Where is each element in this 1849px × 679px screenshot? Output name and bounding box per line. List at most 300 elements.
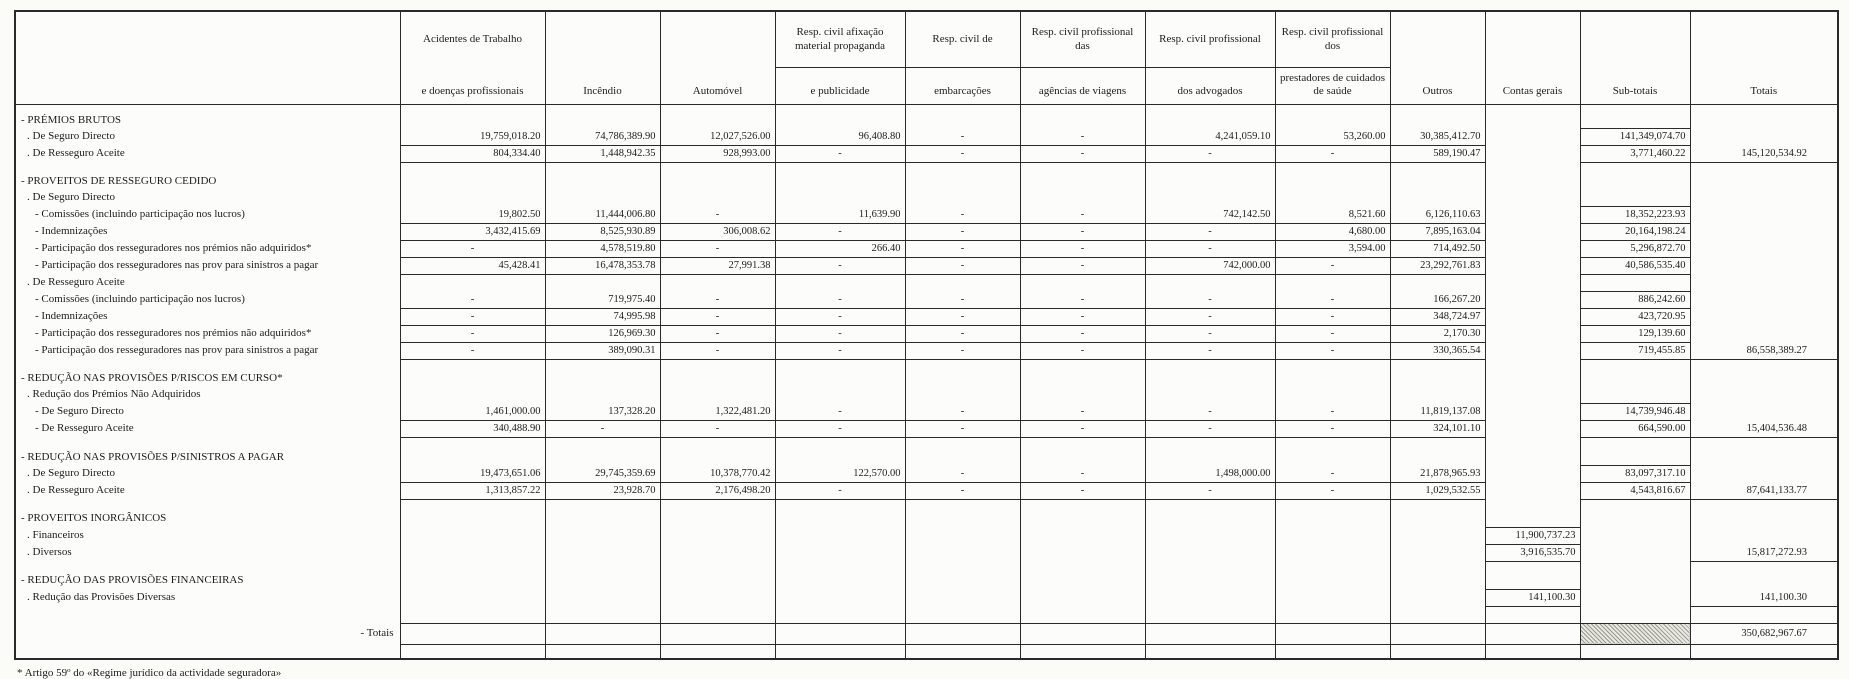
column-header — [905, 11, 1020, 105]
amount-cell — [660, 387, 775, 404]
amount-cell — [1690, 292, 1838, 309]
amount-cell: 1,029,532.55 — [1390, 483, 1485, 500]
section-label: - REDUÇÃO NAS PROVISÕES P/SINISTROS A PAGAR — [15, 438, 400, 466]
amount-cell — [660, 561, 775, 589]
amount-cell — [1690, 438, 1838, 466]
row-label: . De Seguro Directo — [15, 190, 400, 207]
row-label: . Financeiros — [15, 527, 400, 544]
amount-cell — [1145, 623, 1275, 644]
amount-cell — [1145, 606, 1275, 623]
amount-cell — [905, 623, 1020, 644]
amount-cell: 45,428.41 — [400, 258, 545, 275]
amount-cell: 126,969.30 — [545, 326, 660, 343]
amount-cell: - — [1275, 258, 1390, 275]
amount-cell — [1020, 360, 1145, 388]
amount-cell — [1145, 644, 1275, 659]
amount-cell — [545, 105, 660, 129]
amount-cell: 19,802.50 — [400, 207, 545, 224]
amount-cell: - — [905, 343, 1020, 360]
section-label: - PROVEITOS DE RESSEGURO CEDIDO — [15, 163, 400, 191]
amount-cell — [545, 500, 660, 528]
column-header — [1390, 11, 1485, 105]
amount-cell — [660, 606, 775, 623]
column-header — [775, 11, 905, 105]
amount-cell — [1690, 309, 1838, 326]
amount-cell — [905, 527, 1020, 544]
table-row — [15, 275, 1838, 292]
amount-cell — [1580, 438, 1690, 466]
amount-cell — [1580, 387, 1690, 404]
amount-cell — [1145, 438, 1275, 466]
amount-cell — [1145, 544, 1275, 561]
amount-cell: - — [1145, 421, 1275, 438]
hatched-cell — [1580, 623, 1690, 644]
row-label: - Comissões (incluindo participação nos lucros) — [15, 207, 400, 224]
amount-cell — [1580, 275, 1690, 292]
amount-cell — [1690, 258, 1838, 275]
amount-cell — [1485, 163, 1580, 191]
amount-cell: 21,878,965.93 — [1390, 466, 1485, 483]
column-header-label: Contas gerais — [1502, 85, 1563, 98]
amount-cell — [660, 190, 775, 207]
amount-cell — [905, 105, 1020, 129]
table-row — [15, 258, 1838, 275]
amount-cell — [775, 190, 905, 207]
amount-cell: - — [1020, 258, 1145, 275]
amount-cell: - — [1145, 483, 1275, 500]
amount-cell: - — [1020, 421, 1145, 438]
table-row — [15, 466, 1838, 483]
row-label: - Participação dos resseguradores nas prov para sinistros a pagar — [15, 258, 400, 275]
amount-cell: - — [905, 483, 1020, 500]
amount-cell: - — [775, 146, 905, 163]
amount-cell — [660, 644, 775, 659]
amount-cell — [1145, 500, 1275, 528]
column-header-label: e doenças profissionais — [421, 85, 524, 98]
amount-cell — [545, 544, 660, 561]
amount-cell: - — [1020, 343, 1145, 360]
amount-cell — [545, 561, 660, 589]
amount-cell: - — [905, 292, 1020, 309]
amount-cell: 29,745,359.69 — [545, 466, 660, 483]
row-label: . De Resseguro Aceite — [15, 146, 400, 163]
amount-cell — [775, 438, 905, 466]
row-label: . De Seguro Directo — [15, 466, 400, 483]
column-header-label: Totais — [1750, 85, 1778, 98]
amount-cell — [1390, 623, 1485, 644]
amount-cell — [1020, 190, 1145, 207]
amount-cell: 886,242.60 — [1580, 292, 1690, 309]
amount-cell — [400, 190, 545, 207]
amount-cell — [905, 387, 1020, 404]
amount-cell — [1390, 606, 1485, 623]
amount-cell — [1485, 241, 1580, 258]
section-label: - REDUÇÃO DAS PROVISÕES FINANCEIRAS — [15, 561, 400, 589]
amount-cell — [905, 275, 1020, 292]
amount-cell: 11,639.90 — [775, 207, 905, 224]
amount-cell: 306,008.62 — [660, 224, 775, 241]
amount-cell — [545, 275, 660, 292]
row-label — [15, 644, 400, 659]
column-header — [545, 11, 660, 105]
amount-cell — [775, 527, 905, 544]
amount-cell — [1275, 623, 1390, 644]
amount-cell — [775, 644, 905, 659]
column-header-top: Resp. civil de — [906, 12, 1020, 68]
amount-cell — [1485, 466, 1580, 483]
amount-cell — [905, 606, 1020, 623]
amount-cell: 11,900,737.23 — [1485, 527, 1580, 544]
column-header — [400, 11, 545, 105]
amount-cell — [660, 275, 775, 292]
amount-cell — [1580, 163, 1690, 191]
amount-cell — [1390, 527, 1485, 544]
amount-cell — [1275, 644, 1390, 659]
amount-cell — [905, 500, 1020, 528]
amount-cell — [775, 275, 905, 292]
amount-cell — [660, 163, 775, 191]
amount-cell — [545, 360, 660, 388]
amount-cell: - — [905, 207, 1020, 224]
amount-cell — [1690, 241, 1838, 258]
amount-cell: - — [1020, 224, 1145, 241]
amount-cell: - — [775, 404, 905, 421]
amount-cell: - — [1275, 466, 1390, 483]
amount-cell: 137,328.20 — [545, 404, 660, 421]
amount-cell — [1020, 438, 1145, 466]
amount-cell — [1275, 544, 1390, 561]
amount-cell — [545, 644, 660, 659]
table-row — [15, 438, 1838, 466]
table-row — [15, 500, 1838, 528]
amount-cell — [400, 589, 545, 606]
amount-cell — [1690, 163, 1838, 191]
row-label: . Redução dos Prémios Não Adquiridos — [15, 387, 400, 404]
amount-cell — [1020, 561, 1145, 589]
amount-cell: 19,759,018.20 — [400, 129, 545, 146]
amount-cell: 86,558,389.27 — [1690, 343, 1838, 360]
amount-cell — [1485, 606, 1580, 623]
amount-cell — [400, 500, 545, 528]
row-label: . De Resseguro Aceite — [15, 275, 400, 292]
amount-cell — [1390, 561, 1485, 589]
amount-cell — [400, 438, 545, 466]
amount-cell: - — [1275, 343, 1390, 360]
amount-cell — [1690, 105, 1838, 129]
amount-cell: 2,176,498.20 — [660, 483, 775, 500]
amount-cell — [1580, 500, 1690, 528]
amount-cell — [1690, 360, 1838, 388]
amount-cell: 53,260.00 — [1275, 129, 1390, 146]
amount-cell: - — [775, 421, 905, 438]
amount-cell: - — [660, 292, 775, 309]
amount-cell: 16,478,353.78 — [545, 258, 660, 275]
amount-cell — [400, 644, 545, 659]
row-label: . Diversos — [15, 544, 400, 561]
column-header-top: Resp. civil profissional das — [1021, 12, 1145, 68]
amount-cell — [1275, 275, 1390, 292]
amount-cell — [1020, 500, 1145, 528]
amount-cell: 928,993.00 — [660, 146, 775, 163]
amount-cell — [1690, 466, 1838, 483]
amount-cell — [1690, 404, 1838, 421]
amount-cell — [775, 500, 905, 528]
amount-cell: 15,404,536.48 — [1690, 421, 1838, 438]
column-header-top — [1581, 12, 1690, 68]
amount-cell — [1580, 544, 1690, 561]
amount-cell — [660, 589, 775, 606]
row-label: - De Seguro Directo — [15, 404, 400, 421]
amount-cell — [660, 360, 775, 388]
row-label: - Participação dos resseguradores nos prémios não adquiridos* — [15, 326, 400, 343]
amount-cell: 324,101.10 — [1390, 421, 1485, 438]
row-label: - Indemnizações — [15, 309, 400, 326]
amount-cell — [1020, 527, 1145, 544]
amount-cell — [1690, 326, 1838, 343]
financial-table — [14, 10, 1839, 660]
amount-cell — [1145, 387, 1275, 404]
table-row — [15, 292, 1838, 309]
amount-cell: 20,164,198.24 — [1580, 224, 1690, 241]
amount-cell — [1020, 163, 1145, 191]
amount-cell: - — [905, 129, 1020, 146]
amount-cell — [660, 105, 775, 129]
amount-cell: - — [660, 343, 775, 360]
column-header-top: Resp. civil profissional dos — [1276, 12, 1390, 68]
amount-cell — [545, 606, 660, 623]
amount-cell: 3,916,535.70 — [1485, 544, 1580, 561]
amount-cell: - — [905, 404, 1020, 421]
amount-cell: - — [400, 326, 545, 343]
column-header-label: agências de viagens — [1038, 85, 1127, 98]
amount-cell — [905, 438, 1020, 466]
amount-cell — [400, 606, 545, 623]
amount-cell: 1,448,942.35 — [545, 146, 660, 163]
amount-cell: 4,680.00 — [1275, 224, 1390, 241]
column-header — [1020, 11, 1145, 105]
amount-cell: 30,385,412.70 — [1390, 129, 1485, 146]
row-label: - De Resseguro Aceite — [15, 421, 400, 438]
table-row — [15, 421, 1838, 438]
amount-cell: - — [660, 207, 775, 224]
amount-cell — [775, 544, 905, 561]
table-row — [15, 105, 1838, 129]
amount-cell: 18,352,223.93 — [1580, 207, 1690, 224]
table-row — [15, 309, 1838, 326]
amount-cell — [1690, 500, 1838, 528]
column-header-label: e publicidade — [810, 85, 870, 98]
amount-cell — [1485, 146, 1580, 163]
amount-cell — [545, 190, 660, 207]
amount-cell — [775, 561, 905, 589]
amount-cell: 15,817,272.93 — [1690, 544, 1838, 561]
row-label: - Indemnizações — [15, 224, 400, 241]
amount-cell — [1020, 606, 1145, 623]
table-row — [15, 343, 1838, 360]
table-row — [15, 326, 1838, 343]
amount-cell: 589,190.47 — [1390, 146, 1485, 163]
amount-cell — [1275, 105, 1390, 129]
column-header-top — [546, 12, 660, 68]
amount-cell — [1485, 207, 1580, 224]
amount-cell — [905, 163, 1020, 191]
amount-cell: - — [905, 224, 1020, 241]
amount-cell: 1,461,000.00 — [400, 404, 545, 421]
amount-cell: - — [1020, 404, 1145, 421]
column-header-label: Sub-totais — [1612, 85, 1658, 98]
table-row — [15, 404, 1838, 421]
amount-cell: 166,267.20 — [1390, 292, 1485, 309]
amount-cell — [400, 527, 545, 544]
amount-cell — [1275, 190, 1390, 207]
column-header-label: prestadores de cuidados de saúde — [1279, 71, 1386, 98]
amount-cell: - — [905, 309, 1020, 326]
amount-cell: 83,097,317.10 — [1580, 466, 1690, 483]
amount-cell — [1580, 105, 1690, 129]
amount-cell — [1390, 438, 1485, 466]
amount-cell: - — [1275, 404, 1390, 421]
amount-cell: 8,525,930.89 — [545, 224, 660, 241]
amount-cell: - — [1145, 224, 1275, 241]
amount-cell — [545, 438, 660, 466]
column-header-label: embarcações — [934, 85, 991, 98]
column-header-label: dos advogados — [1177, 85, 1243, 98]
amount-cell: - — [775, 483, 905, 500]
amount-cell: - — [1020, 309, 1145, 326]
amount-cell — [1580, 561, 1690, 589]
amount-cell — [1145, 275, 1275, 292]
section-label: - PROVEITOS INORGÂNICOS — [15, 500, 400, 528]
column-header-top — [661, 12, 775, 68]
amount-cell — [660, 500, 775, 528]
amount-cell — [1020, 387, 1145, 404]
amount-cell — [1690, 224, 1838, 241]
table-row — [15, 207, 1838, 224]
amount-cell — [1145, 589, 1275, 606]
amount-cell — [1485, 500, 1580, 528]
amount-cell — [1390, 644, 1485, 659]
column-header — [1485, 11, 1580, 105]
amount-cell — [1580, 190, 1690, 207]
amount-cell — [400, 623, 545, 644]
amount-cell — [660, 544, 775, 561]
amount-cell: 10,378,770.42 — [660, 466, 775, 483]
amount-cell — [1020, 544, 1145, 561]
row-label: - Participação dos resseguradores nas prov para sinistros a pagar — [15, 343, 400, 360]
column-header-label: Incêndio — [583, 85, 622, 98]
amount-cell: 7,895,163.04 — [1390, 224, 1485, 241]
row-label: . De Resseguro Aceite — [15, 483, 400, 500]
amount-cell: - — [905, 146, 1020, 163]
column-header — [1145, 11, 1275, 105]
amount-cell — [1485, 421, 1580, 438]
amount-cell: - — [775, 343, 905, 360]
amount-cell: - — [1020, 146, 1145, 163]
amount-cell — [1485, 258, 1580, 275]
amount-cell — [1390, 544, 1485, 561]
amount-cell: - — [775, 258, 905, 275]
amount-cell: 714,492.50 — [1390, 241, 1485, 258]
amount-cell — [1485, 404, 1580, 421]
amount-cell — [905, 190, 1020, 207]
amount-cell — [1690, 606, 1838, 623]
totals-label: - Totais — [15, 623, 400, 644]
amount-cell — [1275, 606, 1390, 623]
amount-cell — [1690, 561, 1838, 589]
amount-cell — [400, 387, 545, 404]
amount-cell — [545, 387, 660, 404]
amount-cell: 4,578,519.80 — [545, 241, 660, 258]
amount-cell: 348,724.97 — [1390, 309, 1485, 326]
amount-cell: - — [1020, 292, 1145, 309]
amount-cell — [1390, 163, 1485, 191]
footnote: * Artigo 59º do «Regime jurídico da actividade seguradora» — [17, 666, 282, 679]
amount-cell: - — [1275, 146, 1390, 163]
table-header — [15, 11, 1838, 105]
amount-cell — [545, 589, 660, 606]
amount-cell — [1580, 589, 1690, 606]
amount-cell: 6,126,110.63 — [1390, 207, 1485, 224]
amount-cell: 742,000.00 — [1145, 258, 1275, 275]
amount-cell — [1390, 589, 1485, 606]
amount-cell: 122,570.00 — [775, 466, 905, 483]
amount-cell: 389,090.31 — [545, 343, 660, 360]
table-row — [15, 387, 1838, 404]
amount-cell: 4,543,816.67 — [1580, 483, 1690, 500]
amount-cell — [400, 360, 545, 388]
amount-cell: 3,594.00 — [1275, 241, 1390, 258]
amount-cell — [1485, 360, 1580, 388]
amount-cell — [905, 544, 1020, 561]
amount-cell — [1485, 105, 1580, 129]
amount-cell — [775, 163, 905, 191]
amount-cell: - — [1275, 292, 1390, 309]
amount-cell: 8,521.60 — [1275, 207, 1390, 224]
amount-cell: - — [400, 241, 545, 258]
amount-cell: - — [1020, 326, 1145, 343]
amount-cell: - — [905, 466, 1020, 483]
amount-cell — [905, 589, 1020, 606]
amount-cell: - — [1275, 483, 1390, 500]
amount-cell — [400, 561, 545, 589]
amount-cell — [660, 527, 775, 544]
amount-cell: 96,408.80 — [775, 129, 905, 146]
amount-cell: - — [660, 326, 775, 343]
amount-cell — [1485, 438, 1580, 466]
amount-cell — [1485, 309, 1580, 326]
amount-cell — [1485, 275, 1580, 292]
table-row — [15, 589, 1838, 606]
amount-cell — [1485, 623, 1580, 644]
amount-cell: 23,928.70 — [545, 483, 660, 500]
amount-cell — [400, 163, 545, 191]
column-header-label: Outros — [1422, 85, 1453, 98]
amount-cell — [1145, 527, 1275, 544]
column-header — [660, 11, 775, 105]
amount-cell: 266.40 — [775, 241, 905, 258]
amount-cell: - — [1020, 483, 1145, 500]
amount-cell — [1485, 387, 1580, 404]
amount-cell — [1485, 483, 1580, 500]
table-row — [15, 527, 1838, 544]
amount-cell — [545, 623, 660, 644]
table-row — [15, 544, 1838, 561]
amount-cell — [1485, 561, 1580, 589]
amount-cell: 5,296,872.70 — [1580, 241, 1690, 258]
amount-cell — [1690, 275, 1838, 292]
table-body — [15, 105, 1838, 659]
amount-cell: - — [1145, 404, 1275, 421]
